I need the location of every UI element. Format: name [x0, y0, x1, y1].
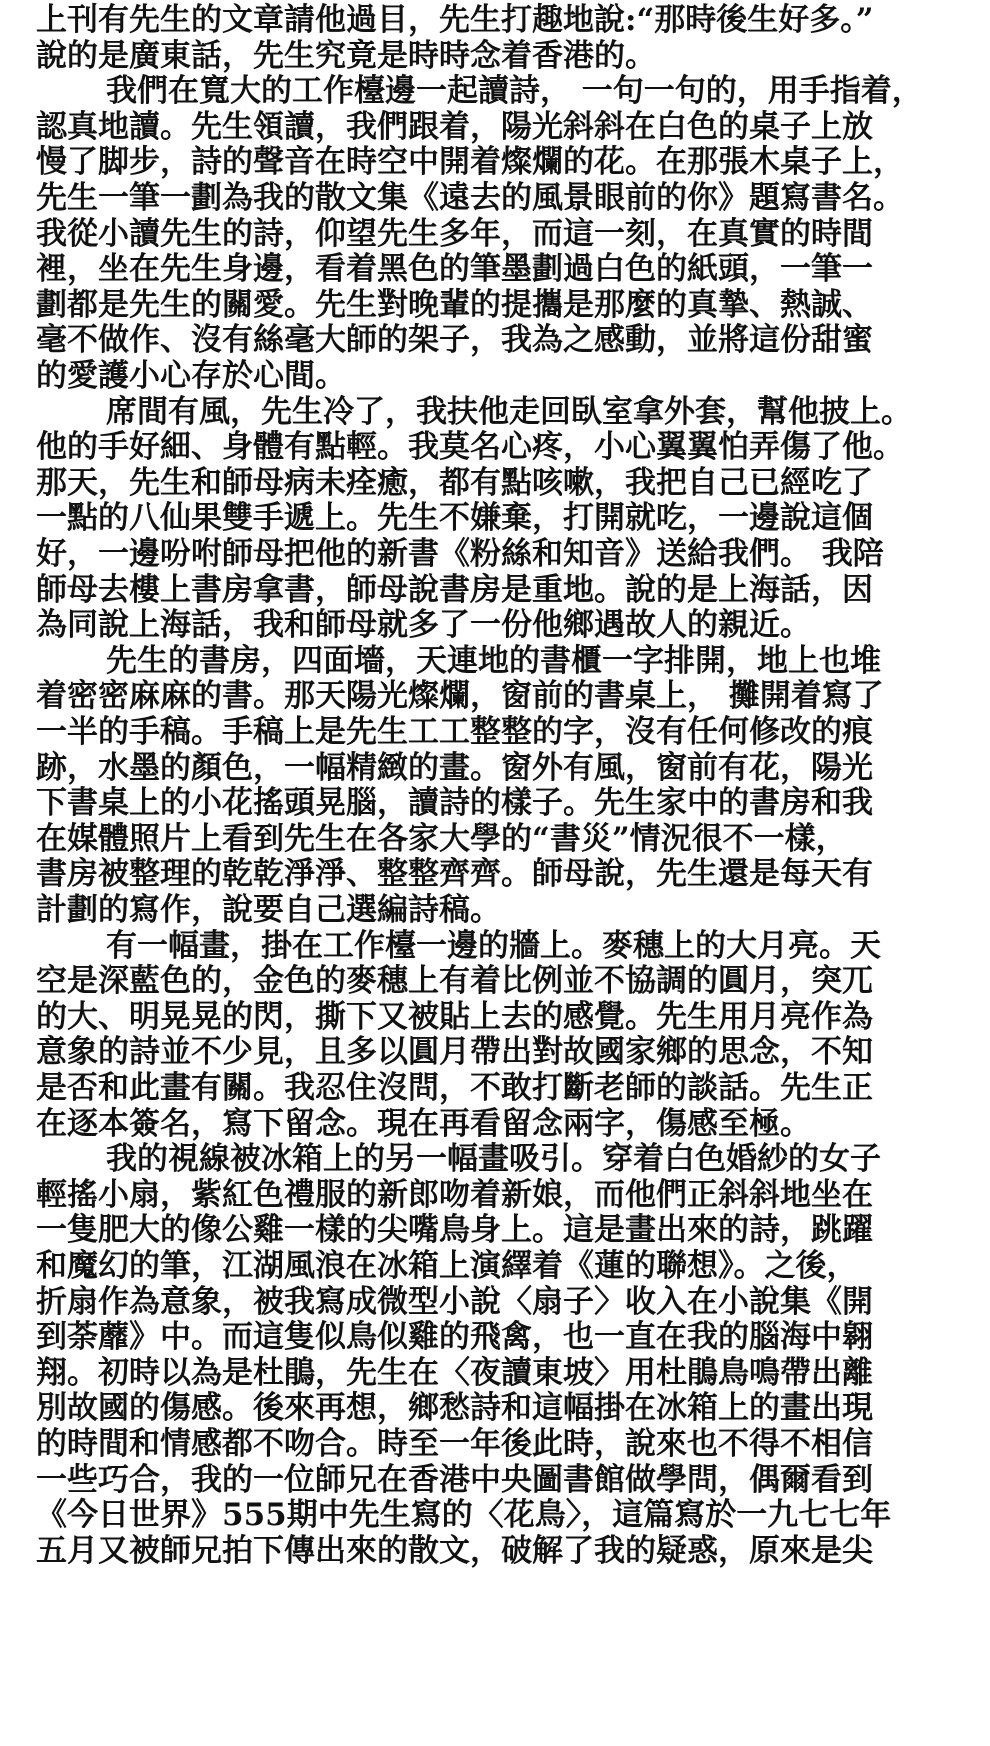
text-line: 翔。初時以為是杜鵑，先生在〈夜讀東坡〉用杜鵑鳥鳴帶出離	[36, 1354, 873, 1391]
text-line: 說的是廣東話，先生究竟是時時念着香港的。	[36, 37, 656, 74]
text-line: 先生一筆一劃為我的散文集《遠去的風景眼前的你》題寫書名。	[36, 180, 904, 216]
text-line: 五月又被師兄拍下傳出來的散文，破解了我的疑惑，原來是尖	[36, 1532, 873, 1569]
text-line: 書房被整理的乾乾淨淨、整整齊齊。師母說，先生還是每天有	[36, 856, 873, 893]
text-line: 着密密麻麻的書。那天陽光燦爛，窗前的書桌上， 攤開着寫了	[36, 678, 884, 715]
text-line: 空是深藍色的，金色的麥穗上有着比例並不協調的圓月，突兀	[36, 963, 873, 1000]
text-line: 先生的書房，四面墻，天連地的書櫃一字排開，地上也堆	[106, 642, 881, 679]
text-line: 是否和此畫有關。我忍住沒問，不敢打斷老師的談話。先生正	[36, 1070, 873, 1106]
text-line: 我從小讀先生的詩，仰望先生多年，而這一刻，在真實的時間	[36, 215, 873, 252]
text-line: 在逐本簽名，寫下留念。現在再看留念兩字，傷感至極。	[36, 1105, 811, 1142]
text-line: 上刊有先生的文章請他過目，先生打趣地說:“那時後生好多。”	[36, 2, 874, 38]
text-line: 他的手好細、身體有點輕。我莫名心疼，小心翼翼怕弄傷了他。	[36, 429, 904, 466]
text-line: 的大、明晃晃的閃，撕下又被貼上去的感覺。先生用月亮作為	[36, 998, 873, 1035]
text-line: 我們在寬大的工作檯邊一起讀詩， 一句一句的，用手指着，	[106, 73, 923, 110]
text-line: 劃都是先生的關愛。先生對晚輩的提攜是那麼的真摯、熱誠、	[36, 286, 873, 323]
text-line: 意象的詩並不少見，且多以圓月帶出對故國家鄉的思念，不知	[36, 1034, 873, 1071]
text-line: 在媒體照片上看到先生在各家大學的“書災”情況很不一樣，	[36, 820, 847, 857]
text-line: 《今日世界》555期中先生寫的〈花鳥〉，這篇寫於一九七七年	[36, 1497, 892, 1534]
text-line: 認真地讀。先生領讀，我們跟着，陽光斜斜在白色的桌子上放	[36, 108, 873, 145]
text-line: 輕搖小扇，紫紅色禮服的新郎吻着新娘，而他們正斜斜地坐在	[36, 1176, 873, 1213]
text-line: 好，一邊吩咐師母把他的新書《粉絲和知音》送給我們。 我陪	[36, 536, 884, 572]
text-line: 計劃的寫作，說要自己選編詩稿。	[36, 892, 501, 928]
text-line: 別故國的傷感。後來再想，鄉愁詩和這幅掛在冰箱上的畫出現	[36, 1390, 873, 1427]
text-line: 跡，水墨的顏色，一幅精緻的畫。窗外有風，窗前有花，陽光	[36, 749, 873, 786]
text-line: 裡，坐在先生身邊，看着黑色的筆墨劃過白色的紙頭，一筆一	[36, 251, 873, 288]
text-line: 的時間和情感都不吻合。時至一年後此時，說來也不得不相信	[36, 1426, 873, 1462]
text-line: 一點的八仙果雙手遞上。先生不嫌棄，打開就吃，一邊說這個	[36, 500, 873, 537]
text-line: 席間有風，先生冷了，我扶他走回臥室拿外套，幫他披上。	[106, 393, 912, 430]
text-line: 到荼蘼》中。而這隻似鳥似雞的飛禽，也一直在我的腦海中翱	[36, 1319, 873, 1356]
text-line: 和魔幻的筆，江湖風浪在冰箱上演繹着《蓮的聯想》。之後，	[36, 1248, 858, 1284]
text-line: 慢了脚步，詩的聲音在時空中開着燦爛的花。在那張木桌子上，	[36, 144, 904, 181]
text-line: 為同說上海話，我和師母就多了一份他鄉遇故人的親近。	[36, 607, 811, 644]
text-line: 一隻肥大的像公雞一樣的尖嘴鳥身上。這是畫出來的詩，跳躍	[36, 1212, 873, 1249]
text-line: 一些巧合，我的一位師兄在香港中央圖書館做學問，偶爾看到	[36, 1461, 873, 1498]
text-line: 那天，先生和師母病未痊癒，都有點咳嗽，我把自己已經吃了	[36, 464, 873, 501]
text-line: 師母去樓上書房拿書，師母說書房是重地。說的是上海話，因	[36, 571, 873, 608]
text-line: 毫不做作、沒有絲毫大師的架子，我為之感動，並將這份甜蜜	[36, 322, 873, 359]
text-line: 有一幅畫，掛在工作檯一邊的牆上。麥穗上的大月亮。天	[106, 927, 881, 964]
text-line: 下書桌上的小花搖頭晃腦，讀詩的樣子。先生家中的書房和我	[36, 785, 873, 822]
text-line: 折扇作為意象，被我寫成微型小說〈扇子〉收入在小說集《開	[36, 1283, 873, 1320]
text-line: 的愛護小心存於心間。	[36, 358, 346, 394]
text-line: 我的視線被冰箱上的另一幅畫吸引。穿着白色婚紗的女子	[106, 1141, 881, 1178]
text-line: 一半的手稿。手稿上是先生工工整整的字，沒有任何修改的痕	[36, 714, 873, 750]
